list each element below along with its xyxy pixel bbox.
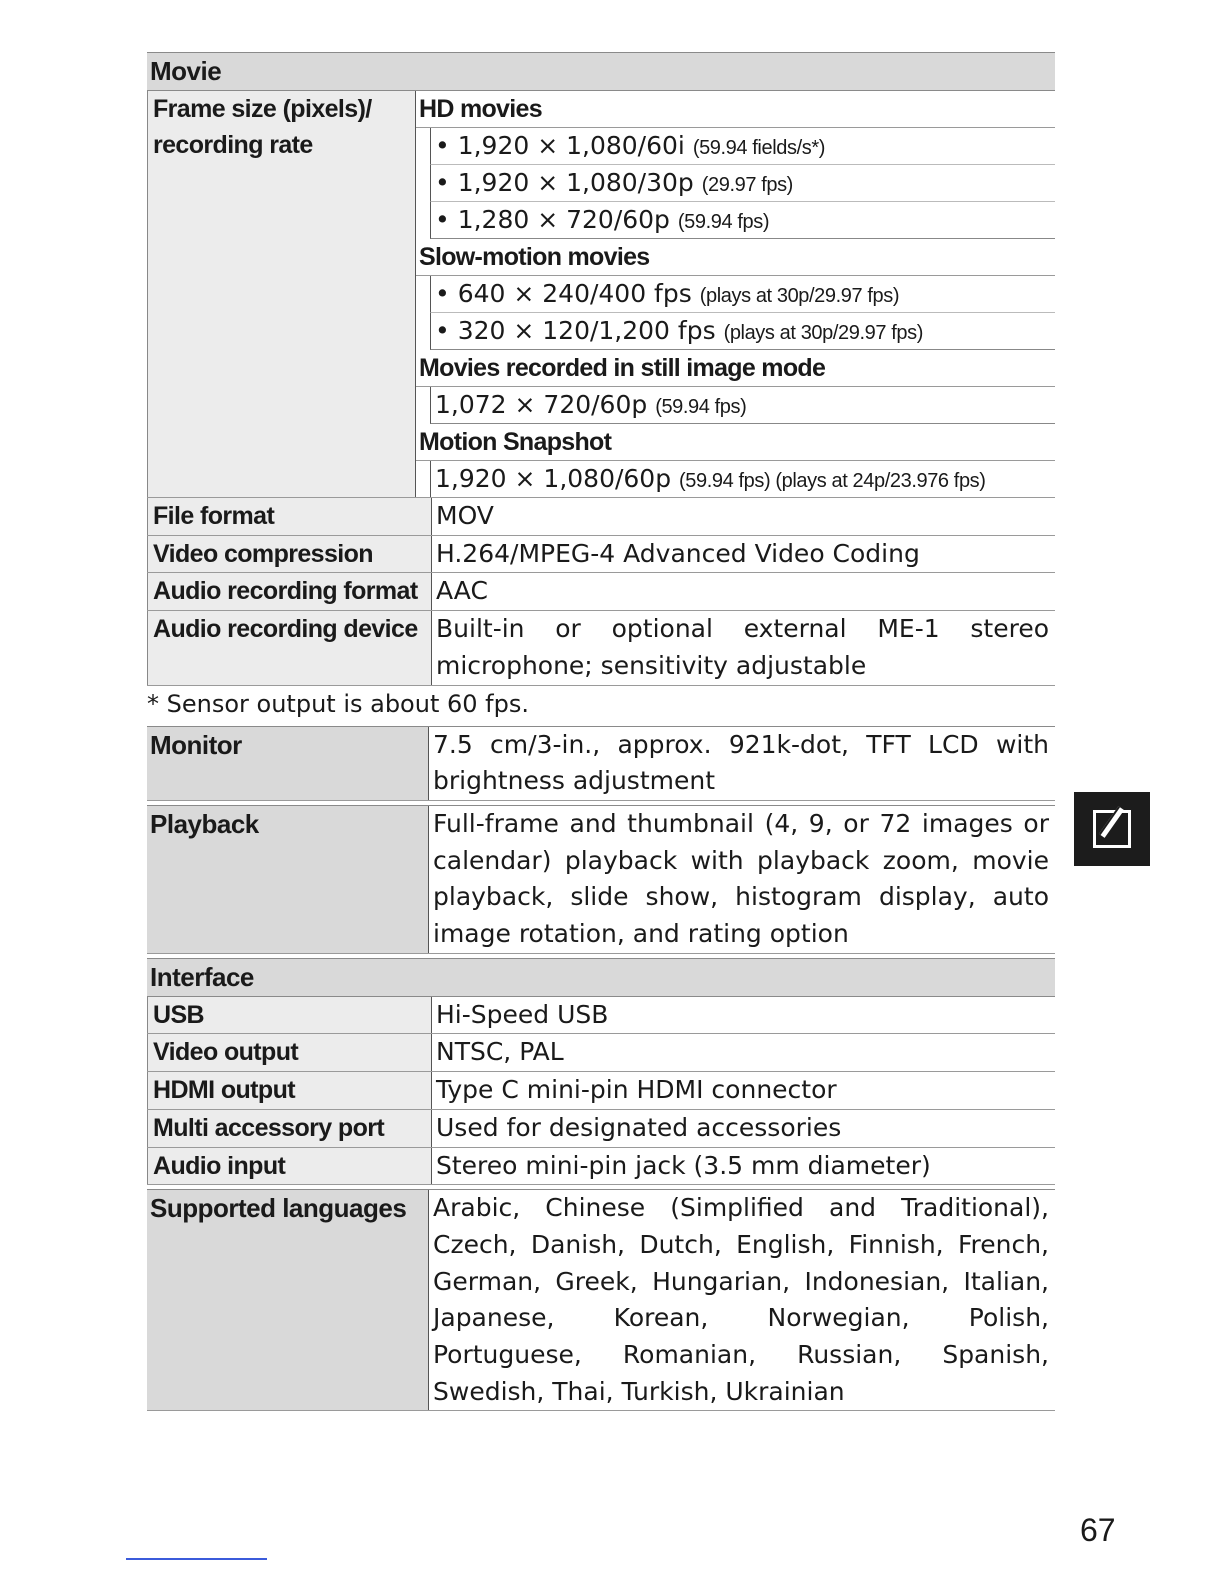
footnote: * Sensor output is about 60 fps. xyxy=(147,689,529,718)
list-item: 1,920 × 1,080/60p (59.94 fps) (plays at 24p/23.976 fps) xyxy=(430,461,1055,497)
section-header-interface: Interface xyxy=(147,958,1055,997)
hd-movies-header: HD movies xyxy=(416,91,1055,128)
list-item: • 1,920 × 1,080/30p (29.97 fps) xyxy=(430,165,1055,202)
playback-label: Playback xyxy=(147,806,428,953)
audio-input-label: Audio input xyxy=(147,1148,431,1185)
section-tab xyxy=(1074,792,1150,866)
table-row xyxy=(147,997,1055,1035)
video-compression-label: Video compression xyxy=(147,536,431,573)
audio-device-value: Built-in or optional external ME-1 stereo microphone; sensitivity adjustable xyxy=(431,611,1055,684)
frame-size-label-line2: recording rate xyxy=(153,131,313,159)
file-format-label: File format xyxy=(147,498,431,535)
frame-size-label xyxy=(147,91,415,497)
multi-accessory-value: Used for designated accessories xyxy=(431,1110,1055,1147)
frame-size-label-line1: Frame size (pixels)/ xyxy=(153,95,372,123)
usb-label: USB xyxy=(147,997,431,1034)
table-row xyxy=(147,611,1055,685)
frame-size-row xyxy=(147,91,1055,498)
pencil-notes-icon xyxy=(1093,810,1131,848)
list-item: • 640 × 240/400 fps (plays at 30p/29.97 fps) xyxy=(430,276,1055,313)
table-row xyxy=(147,536,1055,574)
languages-row xyxy=(147,1189,1055,1411)
video-output-value: NTSC, PAL xyxy=(431,1034,1055,1071)
table-row xyxy=(147,1072,1055,1110)
slow-motion-header: Slow-motion movies xyxy=(416,239,1055,276)
multi-accessory-label: Multi accessory port xyxy=(147,1110,431,1147)
hdmi-output-label: HDMI output xyxy=(147,1072,431,1109)
audio-input-value: Stereo mini-pin jack (3.5 mm diameter) xyxy=(431,1148,1055,1185)
table-row xyxy=(147,498,1055,536)
video-output-label: Video output xyxy=(147,1034,431,1071)
languages-label: Supported languages xyxy=(147,1190,428,1410)
monitor-value: 7.5 cm/3-in., approx. 921k-dot, TFT LCD with brightness adjustment xyxy=(428,727,1055,800)
still-mode-header: Movies recorded in still image mode xyxy=(416,350,1055,387)
table-row xyxy=(147,1148,1055,1186)
hdmi-output-value: Type C mini-pin HDMI connector xyxy=(431,1072,1055,1109)
languages-value: Arabic, Chinese (Simplified and Traditional), Czech, Danish, Dutch, English, Finnish, French, German, Greek, Hungarian, Indonesian, Italian, Japanese, Korean, Norwegian, Polish, Portuguese, Romanian, Russian, Spanish, Swedish, Thai, Turkish, Ukrainian xyxy=(428,1190,1055,1410)
motion-snapshot-header: Motion Snapshot xyxy=(416,424,1055,461)
list-item: • 1,280 × 720/60p (59.94 fps) xyxy=(430,202,1055,239)
page-number: 67 xyxy=(1080,1512,1116,1548)
audio-format-value: AAC xyxy=(431,573,1055,610)
monitor-label: Monitor xyxy=(147,727,428,800)
playback-row xyxy=(147,805,1055,954)
file-format-value: MOV xyxy=(431,498,1055,535)
video-compression-value: H.264/MPEG-4 Advanced Video Coding xyxy=(431,536,1055,573)
list-item: • 1,920 × 1,080/60i (59.94 fields/s*) xyxy=(430,128,1055,165)
usb-value: Hi-Speed USB xyxy=(431,997,1055,1034)
list-item: • 320 × 120/1,200 fps (plays at 30p/29.97 fps) xyxy=(430,313,1055,350)
list-item: 1,072 × 720/60p (59.94 fps) xyxy=(430,387,1055,424)
table-row xyxy=(147,1110,1055,1148)
table-row xyxy=(147,1034,1055,1072)
playback-value: Full-frame and thumbnail (4, 9, or 72 images or calendar) playback with playback zoom, movie playback, slide show, histogram display, auto image rotation, and rating option xyxy=(428,806,1055,953)
frame-size-values xyxy=(415,91,1055,497)
divider xyxy=(126,1558,267,1560)
section-header-movie: Movie xyxy=(147,52,1055,91)
audio-device-label: Audio recording device xyxy=(147,611,431,684)
spec-table xyxy=(147,52,1055,1411)
monitor-row xyxy=(147,726,1055,801)
table-row xyxy=(147,573,1055,611)
audio-format-label: Audio recording format xyxy=(147,573,431,610)
